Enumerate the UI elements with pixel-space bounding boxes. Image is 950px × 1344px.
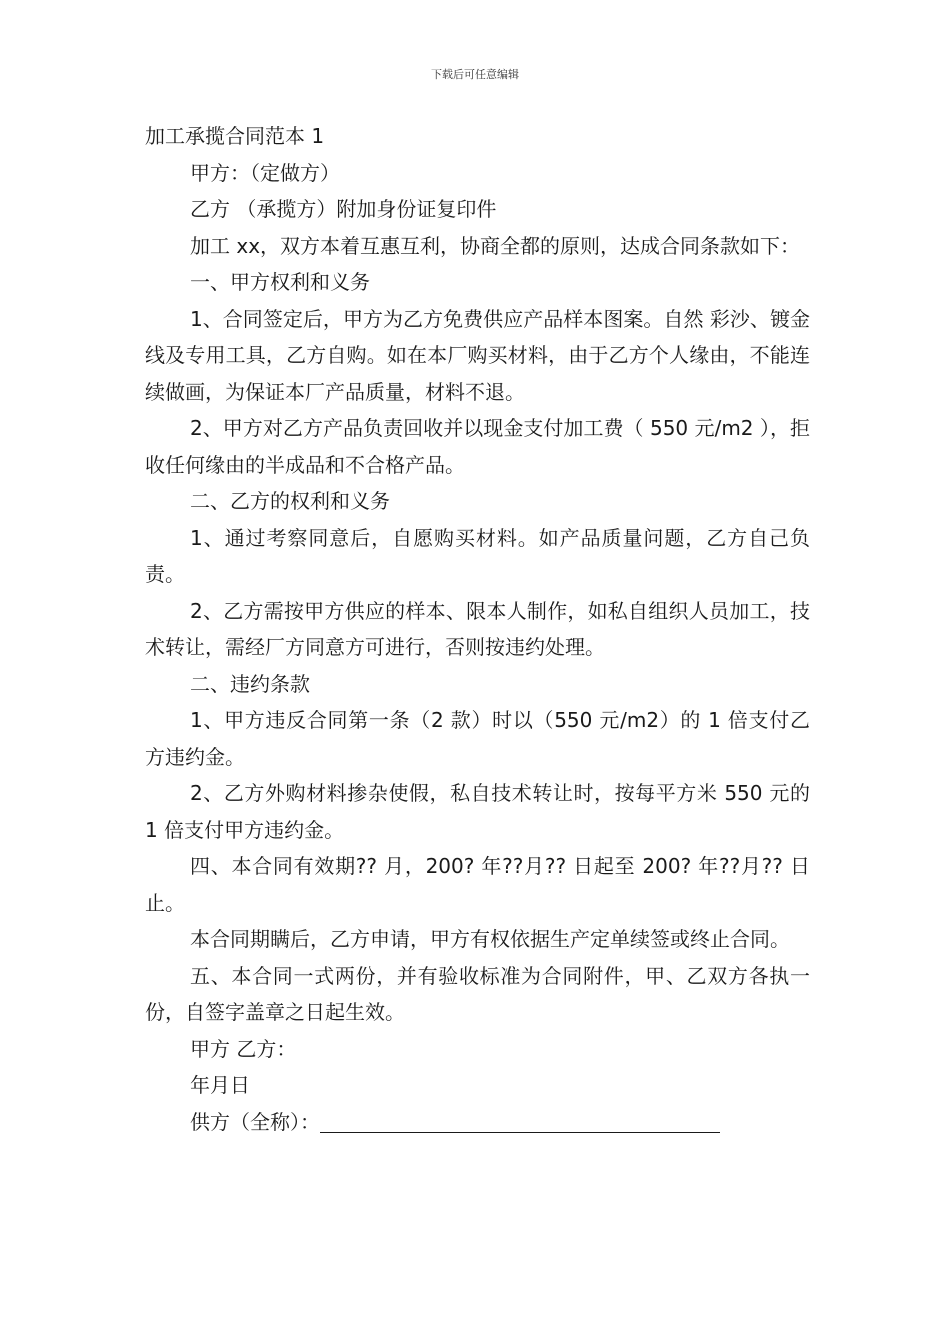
clause-validity: 四、本合同有效期?? 月，200? 年??月?? 日起至 200? 年??月?? 日止。 [145, 854, 810, 915]
clause-a-2: 2、甲方对乙方产品负责回收并以现金支付加工费（ 550 元/m2 ），拒收任何缘由的半成品和不合格产品。 [145, 416, 810, 477]
supplier-name-blank [320, 1112, 720, 1133]
clause-b-2: 2、乙方需按甲方供应的样本、限本人制作，如私自组织人员加工，技术转让，需经厂方同意方可进行，否则按违约处理。 [145, 598, 810, 659]
clause-breach-1: 1、甲方违反合同第一条（2 款）时以（550 元/m2）的 1 倍支付乙方违约金。 [145, 708, 810, 769]
paragraph-intro: 加工 xx，双方本着互惠互利，协商全都的原则，达成合同条款如下： [190, 233, 801, 258]
document-title: 加工承揽合同范本 1 [145, 124, 325, 148]
signature-date: 年月日 [190, 1073, 250, 1097]
clause-renewal: 本合同期瞒后，乙方申请，甲方有权依据生产定单续签或终止合同。 [190, 927, 790, 951]
page-header: 下载后可任意编辑 [431, 68, 519, 81]
signature-parties: 甲方 乙方： [190, 1036, 297, 1061]
paragraph-party-a: 甲方：（定做方） [190, 160, 340, 185]
supplier-line [145, 1104, 810, 1141]
clause-breach-2: 2、乙方外购材料掺杂使假，私自技术转让时，按每平方米 550 元的 1 倍支付甲方违约金。 [145, 781, 810, 842]
section-heading-party-b-rights: 二、乙方的权利和义务 [190, 489, 390, 513]
clause-a-1: 1、合同签定后，甲方为乙方免费供应产品样本图案。自然 彩沙、镀金线及专用工具，乙方自购。如在本厂购买材料，由于乙方个人缘由，不能连续做画，为保证本厂产品质量，材料不退。 [145, 306, 810, 404]
supplier-label: 供方（全称）： [190, 1109, 320, 1134]
section-heading-breach: 二、违约条款 [190, 671, 310, 696]
clause-copies: 五、本合同一式两份，并有验收标准为合同附件，甲、乙双方各执一份，自签字盖章之日起生效。 [145, 963, 810, 1024]
section-heading-party-a-rights: 一、甲方权利和义务 [190, 270, 370, 294]
clause-b-1: 1、通过考察同意后，自愿购买材料。如产品质量问题，乙方自己负责。 [145, 525, 810, 586]
paragraph-party-b: 乙方 （承揽方）附加身份证复印件 [190, 197, 497, 221]
document-body [145, 118, 810, 1140]
